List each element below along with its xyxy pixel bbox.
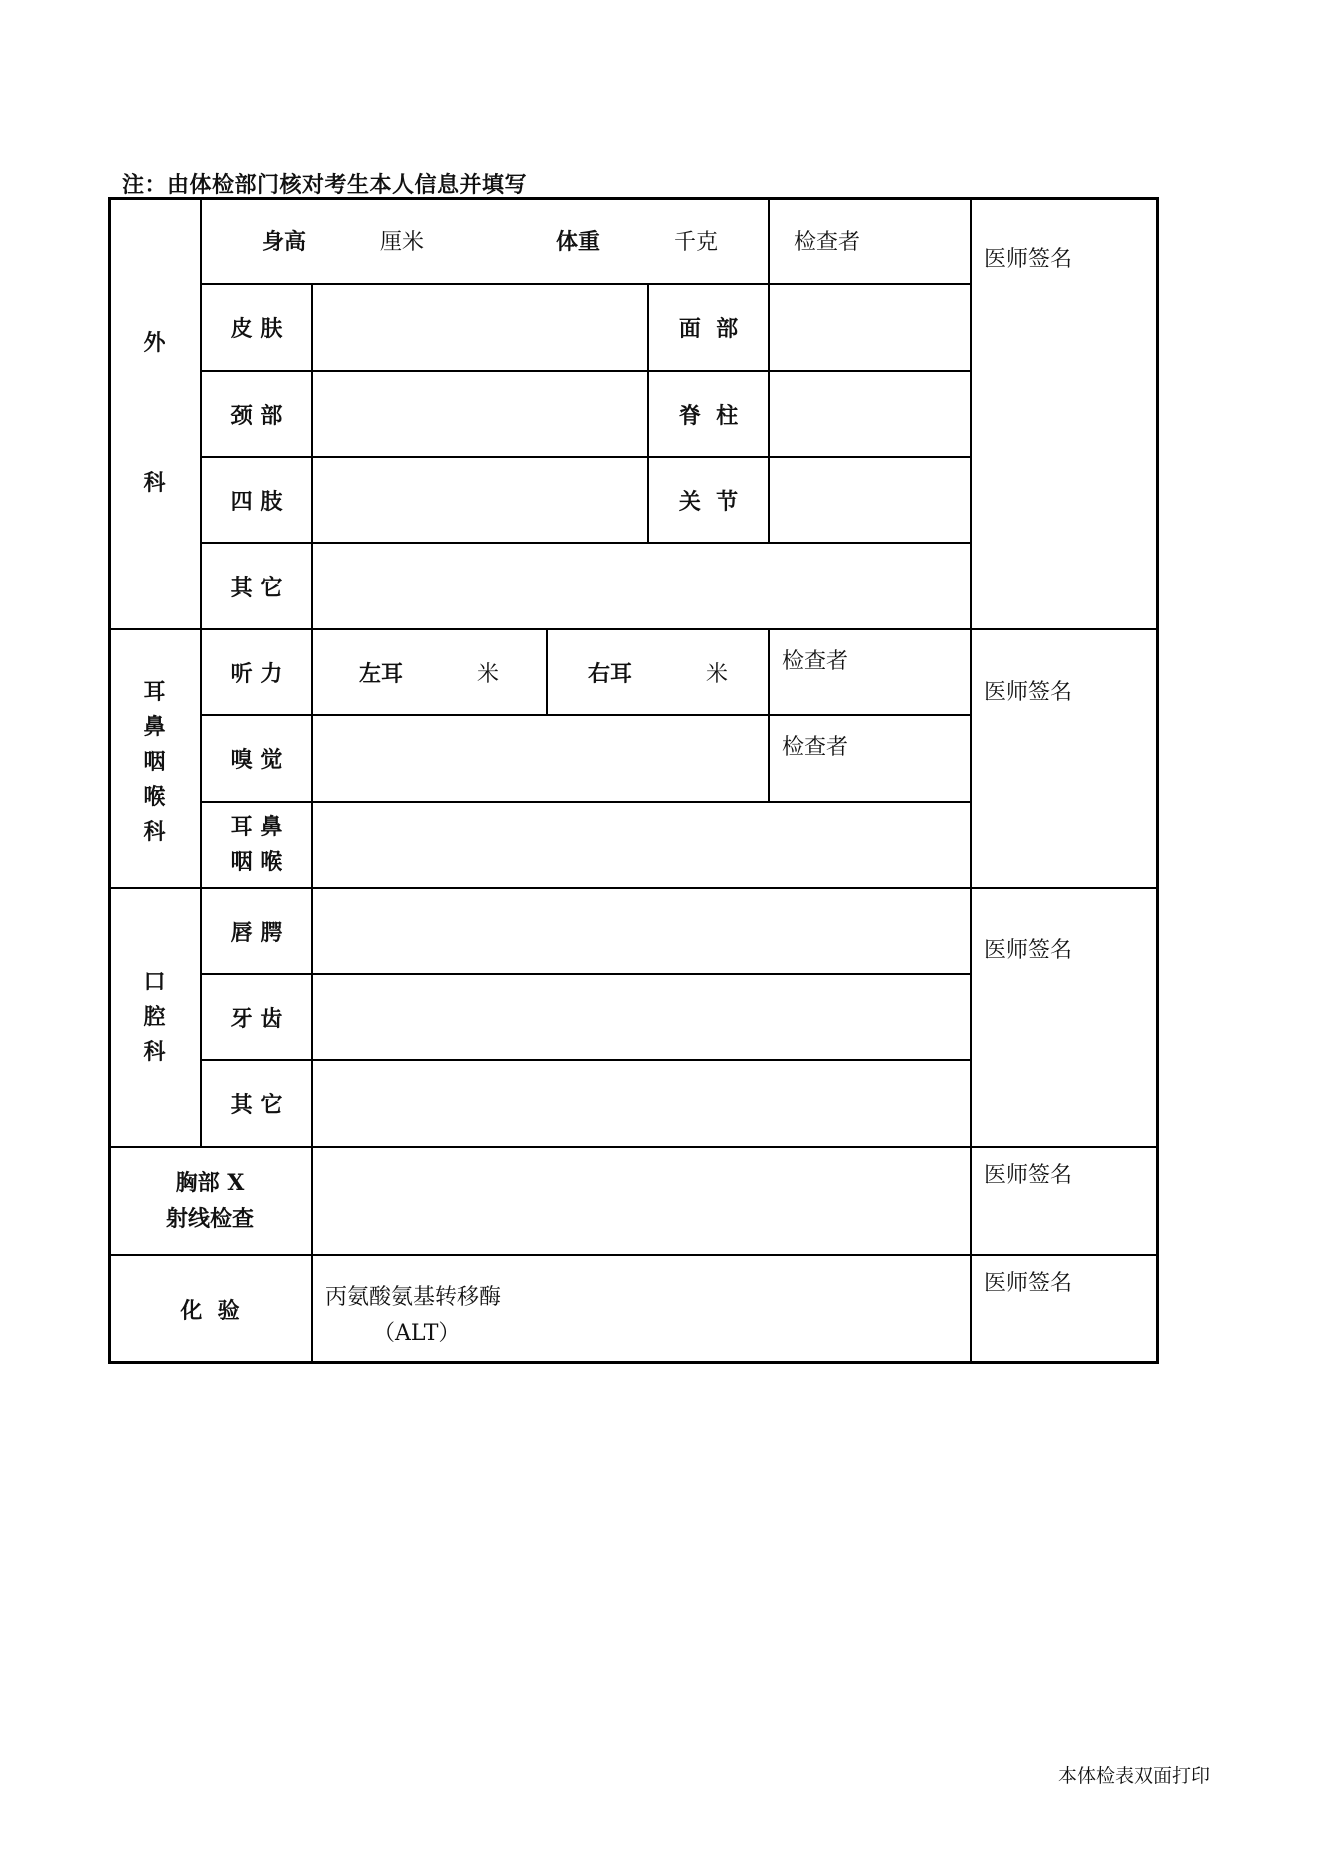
lab-item-abbr: （ALT） bbox=[373, 1321, 461, 1346]
left-ear-label: 左耳 bbox=[359, 660, 404, 687]
oral-doctor-sign-cell[interactable] bbox=[971, 888, 1159, 1147]
ent-section-char-2: 鼻 bbox=[143, 714, 166, 740]
face-value-cell[interactable] bbox=[769, 284, 971, 371]
right-ear-unit: 米 bbox=[706, 661, 729, 687]
print-footer-note: 本体检表双面打印 bbox=[1058, 1765, 1211, 1787]
surgery-examiner-cell[interactable] bbox=[769, 197, 971, 284]
surgery-other-value-cell[interactable] bbox=[312, 543, 971, 629]
ent-section-char-1: 耳 bbox=[143, 679, 166, 705]
ent-section-char-4: 喉 bbox=[143, 784, 166, 810]
teeth-label-cell bbox=[201, 974, 312, 1060]
surgery-doctor-sign-cell[interactable] bbox=[971, 197, 1159, 629]
joints-label: 关 节 bbox=[678, 488, 739, 515]
chest-xray-value-cell[interactable] bbox=[312, 1147, 971, 1255]
weight-label: 体重 bbox=[556, 229, 601, 255]
hearing-label: 听 力 bbox=[230, 660, 283, 687]
smell-label-cell bbox=[201, 715, 312, 802]
right-ear-label: 右耳 bbox=[588, 660, 633, 687]
ent-doctor-sign-label: 医师签名 bbox=[984, 680, 1073, 705]
joints-label-cell bbox=[648, 457, 769, 543]
left-ear-cell[interactable] bbox=[312, 629, 547, 715]
smell-examiner-cell[interactable] bbox=[769, 715, 971, 802]
hearing-examiner-label: 检查者 bbox=[782, 649, 849, 674]
limbs-label: 四 肢 bbox=[230, 488, 283, 515]
spine-label-cell bbox=[648, 371, 769, 457]
lab-label: 化 验 bbox=[180, 1298, 240, 1324]
ent-general-label-2: 咽 喉 bbox=[230, 849, 283, 875]
smell-value-cell[interactable] bbox=[312, 715, 769, 802]
spine-label: 脊 柱 bbox=[678, 402, 739, 429]
weight-unit: 千克 bbox=[674, 230, 719, 255]
oral-doctor-sign-label: 医师签名 bbox=[984, 938, 1073, 963]
hearing-examiner-cell[interactable] bbox=[769, 629, 971, 715]
chest-xray-label-cell bbox=[108, 1147, 312, 1255]
smell-examiner-label: 检查者 bbox=[782, 735, 849, 760]
oral-other-label: 其 它 bbox=[230, 1092, 283, 1118]
face-label-cell bbox=[648, 284, 769, 371]
ent-general-value-cell[interactable] bbox=[312, 802, 971, 888]
surgery-examiner-label: 检查者 bbox=[794, 230, 861, 255]
oral-section-char-3: 科 bbox=[143, 1039, 166, 1065]
lab-value-cell[interactable] bbox=[312, 1255, 971, 1364]
ent-section-char-3: 咽 bbox=[143, 749, 166, 775]
form-note: 注：由体检部门核对考生本人信息并填写 bbox=[122, 172, 528, 198]
oral-other-value-cell[interactable] bbox=[312, 1060, 971, 1147]
surgery-other-label-cell bbox=[201, 543, 312, 629]
spine-value-cell[interactable] bbox=[769, 371, 971, 457]
neck-value-cell[interactable] bbox=[312, 371, 648, 457]
chest-doctor-sign-cell[interactable] bbox=[971, 1147, 1159, 1255]
neck-label-cell bbox=[201, 371, 312, 457]
left-ear-unit: 米 bbox=[477, 661, 500, 687]
lab-item-name: 丙氨酸氨基转移酶 bbox=[325, 1285, 502, 1310]
neck-label: 颈 部 bbox=[230, 402, 283, 429]
right-ear-cell[interactable] bbox=[547, 629, 769, 715]
oral-other-label-cell bbox=[201, 1060, 312, 1147]
teeth-label: 牙 齿 bbox=[230, 1005, 283, 1032]
hearing-label-cell bbox=[201, 629, 312, 715]
lips-label: 唇 腭 bbox=[230, 919, 283, 946]
limbs-label-cell bbox=[201, 457, 312, 543]
skin-value-cell[interactable] bbox=[312, 284, 648, 371]
height-label: 身高 bbox=[262, 229, 307, 255]
ent-section-label bbox=[108, 629, 201, 888]
chest-xray-label-2: 射线检查 bbox=[165, 1206, 254, 1232]
lips-label-cell bbox=[201, 888, 312, 974]
skin-label-cell bbox=[201, 284, 312, 371]
smell-label: 嗅 觉 bbox=[230, 747, 283, 773]
face-label: 面 部 bbox=[678, 316, 739, 342]
surgery-doctor-sign-label: 医师签名 bbox=[984, 247, 1073, 272]
ent-general-label-cell bbox=[201, 802, 312, 888]
surgery-other-label: 其 它 bbox=[230, 574, 283, 601]
oral-section-label bbox=[108, 888, 201, 1147]
ent-general-label-1: 耳 鼻 bbox=[230, 814, 283, 840]
height-weight-row bbox=[201, 197, 769, 284]
height-unit: 厘米 bbox=[380, 230, 425, 255]
oral-section-char-2: 腔 bbox=[143, 1004, 166, 1030]
lab-label-cell bbox=[108, 1255, 312, 1364]
teeth-value-cell[interactable] bbox=[312, 974, 971, 1060]
chest-doctor-sign-label: 医师签名 bbox=[984, 1163, 1073, 1188]
surgery-section-char-1: 外 bbox=[143, 329, 166, 356]
ent-doctor-sign-cell[interactable] bbox=[971, 629, 1159, 888]
oral-section-char-1: 口 bbox=[143, 969, 166, 995]
limbs-value-cell[interactable] bbox=[312, 457, 648, 543]
joints-value-cell[interactable] bbox=[769, 457, 971, 543]
lips-value-cell[interactable] bbox=[312, 888, 971, 974]
surgery-section-char-2: 科 bbox=[143, 469, 166, 496]
skin-label: 皮 肤 bbox=[230, 316, 283, 342]
surgery-section-label bbox=[108, 197, 201, 629]
lab-doctor-sign-label: 医师签名 bbox=[984, 1271, 1073, 1296]
chest-xray-label-1: 胸部 X bbox=[175, 1170, 245, 1196]
ent-section-char-5: 科 bbox=[143, 819, 166, 845]
lab-doctor-sign-cell[interactable] bbox=[971, 1255, 1159, 1364]
